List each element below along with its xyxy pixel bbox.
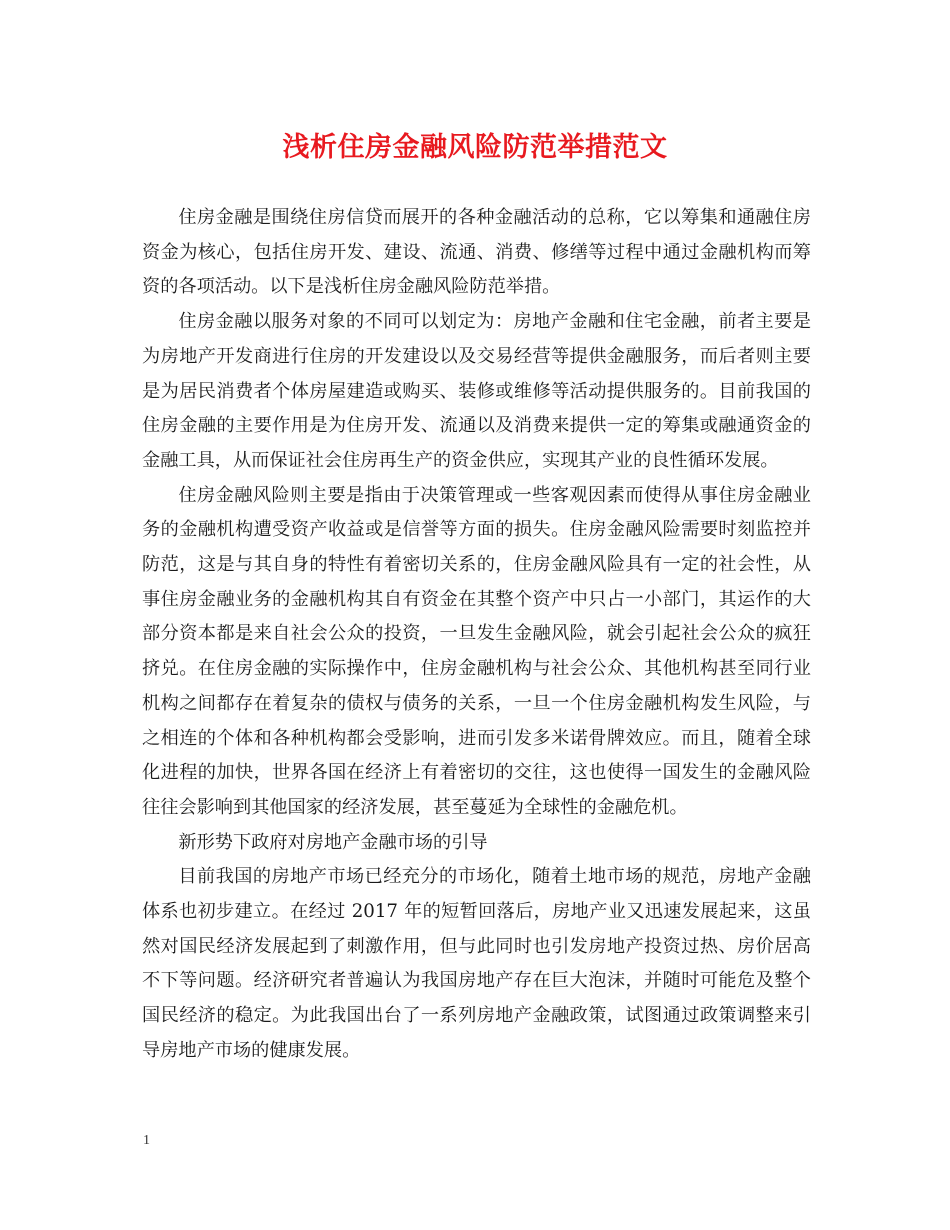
- paragraph-risk: 住房金融风险则主要是指由于决策管理或一些客观因素而使得从事住房金融业务的金融机构遭受资产收益或是信誉等方面的损失。住房金融风险需要时刻监控并防范，这是与其自身的特性有着密切关系的，住房金融风险具有一定的社会性，从事住房金融业务的金融机构其自有资金在其整个资产中只占一小部门，其运作的大部分资本都是来自社会公众的投资，一旦发生金融风险，就会引起社会公众的疯狂挤兑。在住房金融的实际操作中，住房金融机构与社会公众、其他机构甚至同行业机构之间都存在着复杂的债权与债务的关系，一旦一个住房金融机构发生风险，与之相连的个体和各种机构都会受影响，进而引发多米诺骨牌效应。而且，随着全球化进程的加快，世界各国在经济上有着密切的交往，这也使得一国发生的金融风险往往会影响到其他国家的经济发展，甚至蔓延为全球性的金融危机。: [142, 484, 811, 818]
- paragraph-market: 目前我国的房地产市场已经充分的市场化，随着土地市场的规范，房地产金融体系也初步建立。在经过 2017 年的短暂回落后，房地产业又迅速发展起来，这虽然对国民经济发展起到了刺激作用，但与此同时也引发房地产投资过热、房价居高不下等问题。经济研究者普遍认为我国房地产存在巨大泡沫，并随时可能危及整个国民经济的稳定。为此我国出台了一系列房地产金融政策，试图通过政策调整来引导房地产市场的健康发展。: [142, 866, 811, 1061]
- document-title: 浅析住房金融风险防范举措范文: [282, 132, 668, 163]
- document-body: [142, 201, 811, 1069]
- page-number: 1: [143, 1133, 150, 1148]
- paragraph-intro: 住房金融是围绕住房信贷而展开的各种金融活动的总称，它以筹集和通融住房资金为核心，包括住房开发、建设、流通、消费、修缮等过程中通过金融机构而筹资的各项活动。以下是浅析住房金融风险防范举措。: [142, 207, 811, 298]
- section-heading: 新形势下政府对房地产金融市场的引导: [178, 831, 488, 853]
- paragraph-classification: 住房金融以服务对象的不同可以划定为：房地产金融和住宅金融，前者主要是为房地产开发商进行住房的开发建设以及交易经营等提供金融服务，而后者则主要是为居民消费者个体房屋建造或购买、装修或维修等活动提供服务的。目前我国的住房金融的主要作用是为住房开发、流通以及消费来提供一定的筹集或融通资金的金融工具，从而保证社会住房再生产的资金供应，实现其产业的良性循环发展。: [142, 311, 811, 471]
